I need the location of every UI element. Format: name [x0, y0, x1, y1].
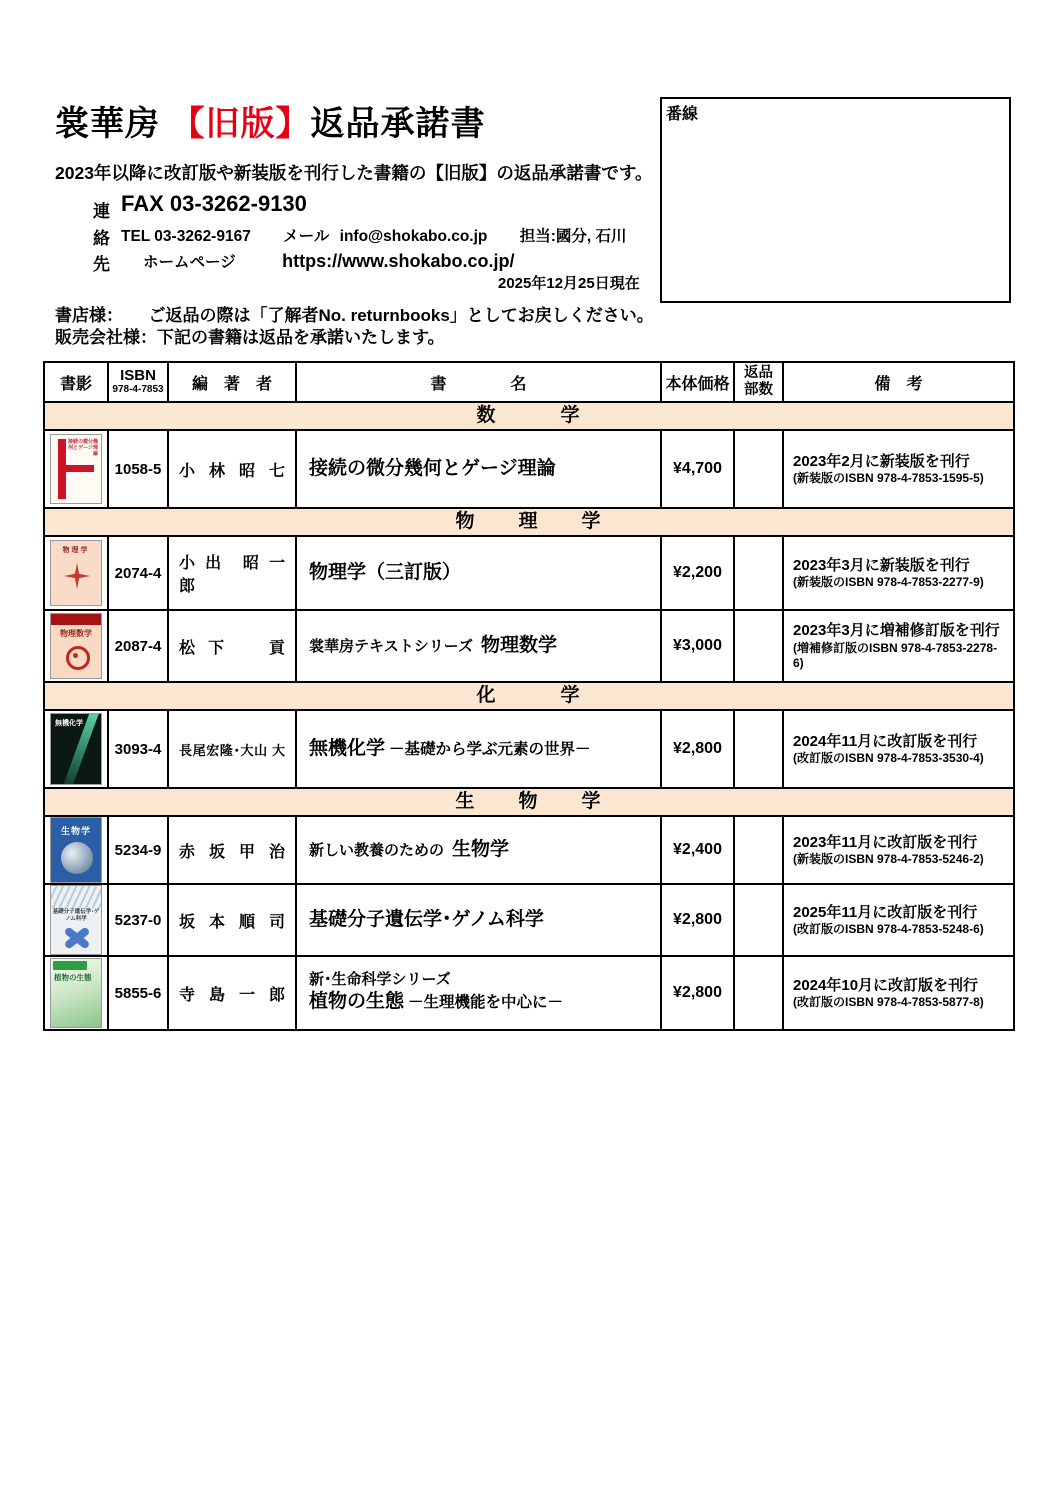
- title-cell: [296, 956, 661, 1030]
- contact-vertical-label-2: 絡: [93, 229, 110, 248]
- book-cover-thumbnail: [50, 434, 102, 504]
- author-cell: 寺 島 一 郎: [168, 956, 296, 1030]
- cover-star-shape: [64, 563, 90, 589]
- remark-line1: 2023年3月に増補修訂版を刊行: [793, 622, 1000, 640]
- remark-line2: (改訂版のISBN 978-4-7853-5877-8): [793, 995, 984, 1010]
- isbn-cell: 5855-6: [108, 956, 168, 1030]
- col-header-price: 本体価格: [661, 362, 734, 402]
- return-header-line1: 返品: [744, 365, 773, 382]
- table-header-row: [44, 362, 1014, 402]
- title-cell: [296, 536, 661, 610]
- series-name: 新･生命科学シリーズ: [309, 971, 451, 989]
- staff-in-charge: 担当:國分, 石川: [519, 228, 627, 245]
- remark-line2: (新装版のISBN 978-4-7853-1595-5): [793, 471, 984, 486]
- table-row-book: [44, 816, 1014, 884]
- cover-title-text: 物理学: [62, 547, 90, 554]
- mail-label: メール: [283, 228, 330, 245]
- cover-globe-shape: [61, 842, 93, 874]
- book-subtitle: －生理機能を中心に－: [408, 994, 564, 1012]
- price-cell: ¥2,800: [661, 710, 734, 788]
- bansen-entry-box: [660, 97, 1011, 303]
- return-qty-cell: [734, 884, 783, 956]
- cover-red-branch-shape: [58, 465, 94, 472]
- isbn-header-line1: ISBN: [120, 366, 156, 384]
- fax-number: FAX 03-3262-9130: [121, 191, 307, 216]
- section-label-physics: 物 理 学: [44, 508, 1014, 536]
- cover-title-text: 生物学: [60, 826, 91, 836]
- remark-line2: (新装版のISBN 978-4-7853-5246-2): [793, 852, 984, 867]
- cover-cell: [44, 610, 108, 682]
- table-row-book: [44, 610, 1014, 682]
- section-band-math: [44, 402, 1014, 430]
- section-label-biology: 生 物 学: [44, 788, 1014, 816]
- cover-ring-shape: [66, 646, 90, 670]
- table-row-book: [44, 430, 1014, 508]
- series-name: 裳華房テキストシリーズ: [309, 638, 473, 656]
- title-cell: [296, 610, 661, 682]
- remarks-cell: [783, 816, 1014, 884]
- title-cell: [296, 816, 661, 884]
- cover-cell: [44, 710, 108, 788]
- cover-cell: [44, 884, 108, 956]
- cover-dot-shape: [73, 653, 78, 658]
- remarks-cell: [783, 884, 1014, 956]
- book-title: 植物の生態: [309, 991, 405, 1013]
- form-description: 2023年以降に改訂版や新装版を刊行した書籍の【旧版】の返品承諾書です。: [55, 163, 653, 183]
- return-qty-cell: [734, 956, 783, 1030]
- return-qty-cell: [734, 710, 783, 788]
- mail-address: info@shokabo.co.jp: [339, 228, 488, 245]
- remark-line2: (新装版のISBN 978-4-7853-2277-9): [793, 575, 984, 590]
- homepage-url: https://www.shokabo.co.jp/: [282, 251, 515, 271]
- remark-line2: (増補修訂版のISBN 978-4-7853-2278-6): [793, 640, 998, 670]
- book-cover-thumbnail: [50, 713, 102, 785]
- table-row-book: [44, 536, 1014, 610]
- isbn-header-line2: 978-4-7853: [112, 384, 164, 396]
- homepage-line: [121, 250, 515, 272]
- return-header-line2: 部数: [744, 382, 773, 398]
- book-title: 生物学: [452, 839, 510, 861]
- isbn-cell: 5237-0: [108, 884, 168, 956]
- cover-title-text: 物理数学: [60, 629, 92, 638]
- col-header-return-qty: [734, 362, 783, 402]
- page-title: [55, 96, 485, 145]
- col-header-isbn: [108, 362, 168, 402]
- cover-title-text: 接続の微分幾何とゲージ理論: [67, 439, 98, 457]
- author-cell: 松 下 貢: [168, 610, 296, 682]
- tel-line: [121, 224, 626, 246]
- cover-title-text: 植物の生態: [54, 973, 92, 982]
- isbn-cell: 1058-5: [108, 430, 168, 508]
- remark-line1: 2025年11月に改訂版を刊行: [793, 903, 978, 921]
- bansen-label: 番線: [666, 106, 699, 123]
- cover-cell: [44, 430, 108, 508]
- title-cell: [296, 430, 661, 508]
- book-title: 無機化学: [309, 738, 386, 760]
- title-rest: 返品承諾書: [310, 105, 486, 143]
- author-cell: 赤 坂 甲 治: [168, 816, 296, 884]
- price-cell: ¥3,000: [661, 610, 734, 682]
- book-title: 物理数学: [480, 635, 557, 657]
- homepage-label: ホームページ: [143, 254, 236, 271]
- price-cell: ¥4,700: [661, 430, 734, 508]
- col-header-cover: 書影: [44, 362, 108, 402]
- book-cover-thumbnail: [50, 958, 102, 1028]
- remark-line1: 2023年3月に新装版を刊行: [793, 556, 970, 574]
- price-cell: ¥2,200: [661, 536, 734, 610]
- isbn-cell: 3093-4: [108, 710, 168, 788]
- author-cell: 坂 本 順 司: [168, 884, 296, 956]
- cover-title-text: 基礎分子遺伝学･ゲノム科学: [52, 909, 100, 922]
- remark-line1: 2023年11月に改訂版を刊行: [793, 833, 978, 851]
- publisher-name: 裳華房: [55, 105, 171, 143]
- distributor-instruction: 販売会社様：下記の書籍は返品を承諾いたします。: [55, 328, 445, 347]
- contact-vertical-label-3: 先: [93, 255, 110, 274]
- series-name: 新しい教養のための: [309, 842, 445, 860]
- as-of-date: 2025年12月25日現在: [498, 275, 640, 292]
- table-row-book: [44, 710, 1014, 788]
- remark-line2: (改訂版のISBN 978-4-7853-5248-6): [793, 922, 984, 937]
- col-header-remarks: 備 考: [783, 362, 1014, 402]
- author-cell: 小 林 昭 七: [168, 430, 296, 508]
- table-row-book: [44, 956, 1014, 1030]
- remarks-cell: [783, 536, 1014, 610]
- books-table: [43, 361, 1015, 1031]
- table-row-book: [44, 884, 1014, 956]
- book-cover-thumbnail: [50, 613, 102, 679]
- price-cell: ¥2,800: [661, 956, 734, 1030]
- remark-line1: 2024年10月に改訂版を刊行: [793, 976, 979, 994]
- col-header-title: 書 名: [296, 362, 661, 402]
- section-band-physics: [44, 508, 1014, 536]
- remark-line1: 2023年2月に新装版を刊行: [793, 452, 970, 470]
- book-title: 物理学（三訂版）: [309, 562, 462, 584]
- cover-cell: [44, 536, 108, 610]
- remark-line1: 2024年11月に改訂版を刊行: [793, 732, 978, 750]
- cover-cell: [44, 816, 108, 884]
- book-subtitle: －基礎から学ぶ元素の世界－: [389, 741, 591, 759]
- section-label-math: 数 学: [44, 402, 1014, 430]
- cover-title-text: 無機化学: [55, 720, 83, 727]
- remarks-cell: [783, 430, 1014, 508]
- author-cell: 小 出 昭 一 郎: [168, 536, 296, 610]
- book-title: 基礎分子遺伝学･ゲノム科学: [309, 909, 544, 931]
- return-qty-cell: [734, 536, 783, 610]
- section-band-biology: [44, 788, 1014, 816]
- remarks-cell: [783, 956, 1014, 1030]
- title-cell: [296, 884, 661, 956]
- isbn-cell: 2087-4: [108, 610, 168, 682]
- price-cell: ¥2,800: [661, 884, 734, 956]
- isbn-cell: 2074-4: [108, 536, 168, 610]
- isbn-cell: 5234-9: [108, 816, 168, 884]
- col-header-author: 編 著 者: [168, 362, 296, 402]
- tel-number: TEL 03-3262-9167: [121, 228, 251, 245]
- book-cover-thumbnail: [50, 817, 102, 883]
- return-qty-cell: [734, 430, 783, 508]
- books-table-wrap: [43, 361, 1013, 1031]
- section-band-chemistry: [44, 682, 1014, 710]
- remarks-cell: [783, 710, 1014, 788]
- author-cell: 長尾宏隆･大山 大: [168, 710, 296, 788]
- cover-cell: [44, 956, 108, 1030]
- return-qty-cell: [734, 816, 783, 884]
- book-cover-thumbnail: [50, 885, 102, 955]
- title-cell: [296, 710, 661, 788]
- return-qty-cell: [734, 610, 783, 682]
- section-label-chemistry: 化 学: [44, 682, 1014, 710]
- bookstore-instruction: 書店様： ご返品の際は「了解者No. returnbooks」としてお戻しください。: [55, 306, 654, 325]
- remarks-cell: [783, 610, 1014, 682]
- old-edition-tag: 【旧版】: [170, 105, 311, 143]
- book-cover-thumbnail: [50, 540, 102, 606]
- book-title: 接続の微分幾何とゲージ理論: [309, 458, 556, 480]
- price-cell: ¥2,400: [661, 816, 734, 884]
- contact-vertical-label-1: 連: [93, 202, 110, 221]
- remark-line2: (改訂版のISBN 978-4-7853-3530-4): [793, 751, 984, 766]
